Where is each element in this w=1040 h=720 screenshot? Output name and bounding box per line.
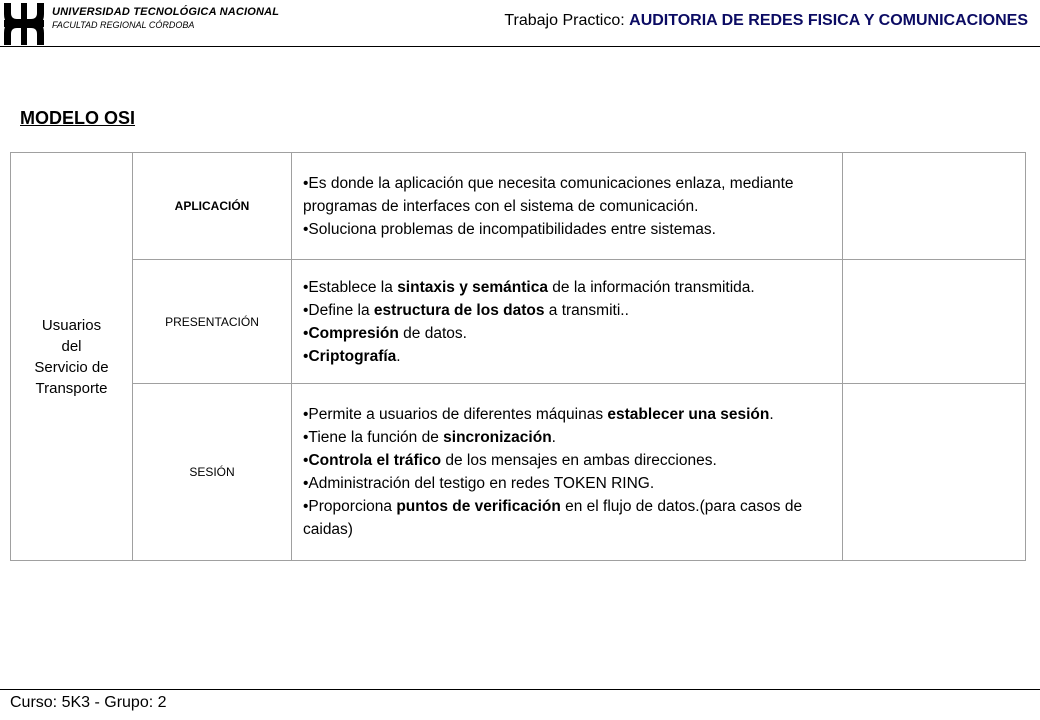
- bullet-segment: a transmiti..: [544, 301, 629, 319]
- footer-course-group: Curso: 5K3 - Grupo: 2: [10, 694, 167, 711]
- bullet-segment: Controla el tráfico: [308, 452, 442, 469]
- group-label-line: del: [61, 337, 82, 355]
- bullet-item: [303, 449, 834, 472]
- bullet-item: [303, 472, 834, 495]
- bullet-segment: •Proporciona: [303, 498, 397, 515]
- bullet-segment: Compresión: [308, 324, 399, 342]
- bullet-segment: estructura de los datos: [373, 301, 545, 319]
- group-label-line: Transporte: [35, 379, 108, 397]
- bullet-segment: .: [769, 406, 774, 423]
- table-row-sesion: [11, 384, 1026, 561]
- bullet-segment: en el flujo de datos.(para casos de caidas): [303, 498, 803, 538]
- bullet-segment: de datos.: [398, 324, 467, 342]
- table-row-aplicacion: [11, 153, 1026, 260]
- bullet-item: [303, 322, 834, 345]
- utn-logo-icon: [4, 3, 44, 45]
- bullet-segment: Criptografía: [308, 347, 397, 365]
- bullet-segment: sintaxis y semántica: [397, 278, 548, 296]
- layer-description: [292, 153, 843, 260]
- document-title: [504, 12, 1028, 30]
- bullet-segment: •: [303, 452, 309, 469]
- bullet-segment: •Tiene la función de: [303, 429, 444, 446]
- bullet-segment: •Es donde la aplicación que necesita comunicaciones enlaza, mediante programas de interfaces con el sistema de comunicación.: [303, 174, 794, 215]
- bullet-item: [303, 218, 834, 241]
- group-cell: [11, 153, 133, 561]
- empty-cell: [843, 384, 1026, 561]
- group-label-line: Usuarios: [41, 316, 102, 334]
- osi-table: [10, 152, 1026, 561]
- bullet-item: [303, 345, 834, 368]
- layer-name: APLICACIÓN: [133, 153, 292, 260]
- bullet-segment: de los mensajes en ambas direcciones.: [441, 452, 717, 469]
- footer-divider: [0, 689, 1040, 690]
- bullet-segment: •Administración del testigo en redes TOKEN RING.: [303, 475, 655, 492]
- bullet-segment: .: [551, 429, 556, 446]
- layer-description: [292, 384, 843, 561]
- bullet-segment: •Soluciona problemas de incompatibilidades entre sistemas.: [303, 220, 716, 238]
- bullet-item: [303, 426, 834, 449]
- title-subject: AUDITORIA DE REDES FISICA Y COMUNICACIONES: [629, 12, 1028, 29]
- layer-name: SESIÓN: [133, 384, 292, 561]
- bullet-item: [303, 403, 834, 426]
- faculty-name: FACULTAD REGIONAL CÓRDOBA: [52, 20, 195, 30]
- bullet-segment: puntos de verificación: [396, 498, 561, 515]
- university-name: UNIVERSIDAD TECNOLÓGICA NACIONAL: [52, 6, 280, 18]
- bullet-segment: •: [303, 347, 309, 365]
- bullet-segment: de la información transmitida.: [547, 278, 755, 296]
- empty-cell: [843, 260, 1026, 384]
- bullet-segment: •Establece la: [303, 278, 398, 296]
- bullet-segment: •Permite a usuarios de diferentes máquinas: [303, 406, 608, 423]
- bullet-item: [303, 276, 834, 299]
- layer-description: [292, 260, 843, 384]
- layer-name: PRESENTACIÓN: [133, 260, 292, 384]
- bullet-segment: •Define la: [303, 301, 374, 319]
- table-row-presentacion: [11, 260, 1026, 384]
- bullet-segment: .: [396, 347, 401, 365]
- bullet-item: [303, 495, 834, 541]
- bullet-segment: establecer una sesión: [607, 406, 770, 423]
- section-title: MODELO OSI: [20, 108, 136, 128]
- bullet-item: [303, 172, 834, 218]
- header-divider: [0, 46, 1040, 47]
- bullet-item: [303, 299, 834, 322]
- empty-cell: [843, 153, 1026, 260]
- bullet-segment: sincronización: [443, 429, 552, 446]
- title-prefix: Trabajo Practico:: [504, 12, 630, 29]
- group-label-line: Servicio de: [34, 358, 109, 376]
- bullet-segment: •: [303, 324, 309, 342]
